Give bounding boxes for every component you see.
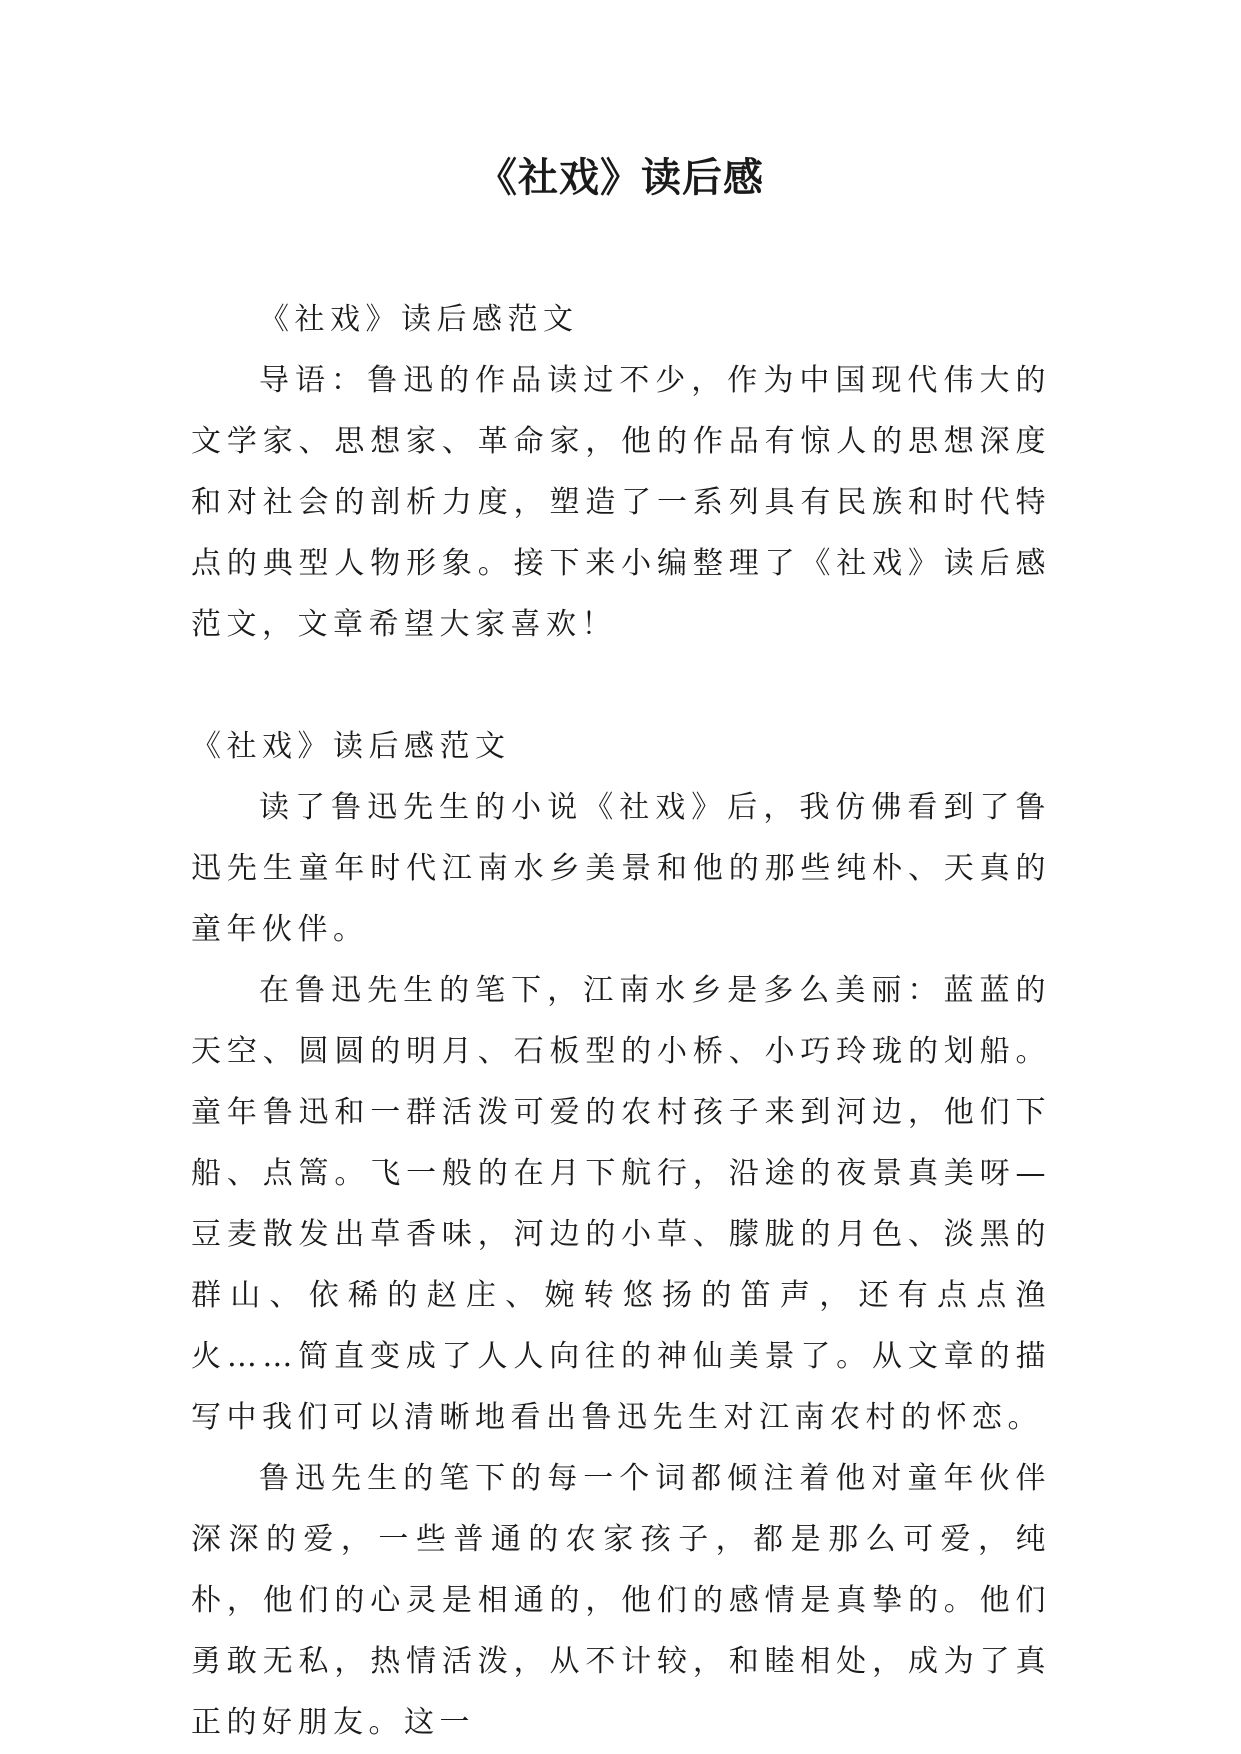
intro-paragraph: 导语：鲁迅的作品读过不少，作为中国现代伟大的文学家、思想家、革命家，他的作品有惊人的思想深度和对社会的剖析力度，塑造了一系列具有民族和时代特点的典型人物形象。接下来小编整理了《社戏》读后感范文，文章希望大家喜欢！ <box>191 363 1051 642</box>
document-body <box>191 289 1051 1753</box>
body-paragraph: 在鲁迅先生的笔下，江南水乡是多么美丽：蓝蓝的天空、圆圆的明月、石板型的小桥、小巧玲珑的划船。童年鲁迅和一群活泼可爱的农村孩子来到河边，他们下船、点篙。飞一般的在月下航行，沿途的夜景真美呀—豆麦散发出草香味，河边的小草、朦胧的月色、淡黑的群山、依稀的赵庄、婉转悠扬的笛声，还有点点渔火……简直变成了人人向往的神仙美景了。从文章的描写中我们可以清晰地看出鲁迅先生对江南农村的怀恋。 <box>191 973 1051 1435</box>
body-paragraph: 读了鲁迅先生的小说《社戏》后，我仿佛看到了鲁迅先生童年时代江南水乡美景和他的那些纯朴、天真的童年伙伴。 <box>191 790 1051 947</box>
section-subtitle: 《社戏》读后感范文 <box>259 302 579 337</box>
body-paragraph: 鲁迅先生的笔下的每一个词都倾注着他对童年伙伴深深的爱，一些普通的农家孩子，都是那么可爱，纯朴，他们的心灵是相通的，他们的感情是真挚的。他们勇敢无私，热情活泼，从不计较，和睦相处，成为了真正的好朋友。这一 <box>191 1461 1051 1740</box>
section-subtitle: 《社戏》读后感范文 <box>191 729 511 764</box>
document-title: 《社戏》读后感 <box>477 155 764 201</box>
